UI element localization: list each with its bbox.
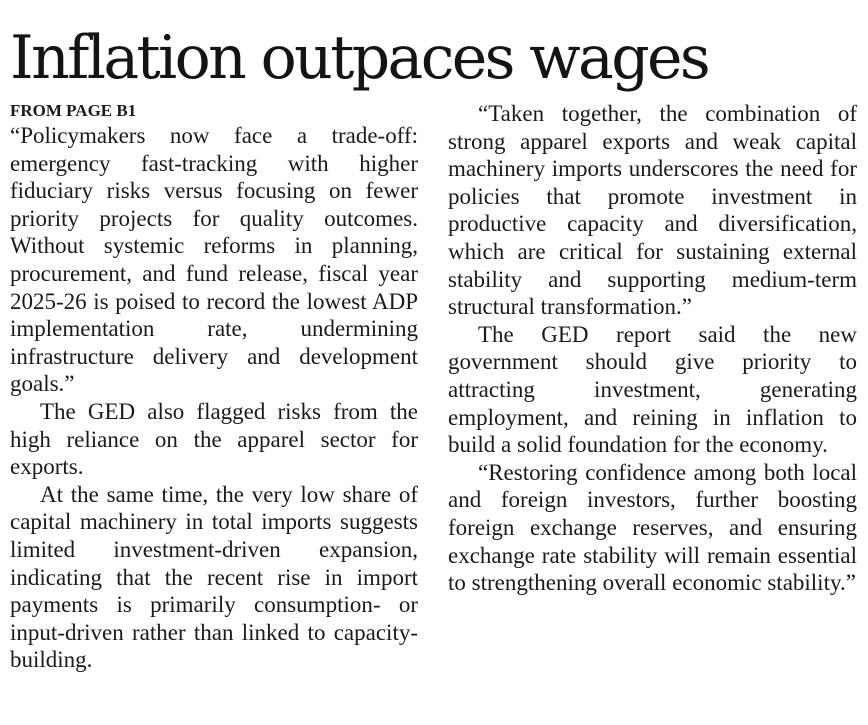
paragraph-policymakers-quote: “Policymakers now face a trade-off: emergency fast-tracking with higher fiduciary risks versus focusing on fewer priority projects for quality outcomes. Without systemic reforms in planning, procurement, and fund release, fiscal year 2025-26 is poised to record the lowest ADP implementation rate, undermining infrastructure delivery and development goals.” [10,123,418,397]
article-column-right [448,100,857,597]
paragraph-apparel-risk: The GED also flagged risks from the high reliance on the apparel sector for exports. [10,398,418,480]
paragraph-ged-report: The GED report said the new government should give priority to attracting investment, generating employment, and reining in inflation to build a solid foundation for the economy. [448,321,857,458]
headline: Inflation outpaces wages [10,23,709,93]
article-column-left [10,100,418,674]
paragraph-restoring-confidence-quote: “Restoring confidence among both local and foreign investors, further boosting foreign exchange reserves, and ensuring exchange rate stability will remain essential to strengthening overall economic stability.” [448,459,857,596]
jump-line: FROM PAGE B1 [10,101,137,120]
paragraph-taken-together-quote: “Taken together, the combination of strong apparel exports and weak capital machinery imports underscores the need for policies that promote investment in productive capacity and diversification, which are critical for sustaining external stability and supporting medium-term structural transformation.” [448,101,857,320]
paragraph-capital-machinery: At the same time, the very low share of capital machinery in total imports suggests limited investment-driven expansion, indicating that the recent rise in import payments is primarily consumption- or input-driven rather than linked to capacity-building. [10,481,418,673]
